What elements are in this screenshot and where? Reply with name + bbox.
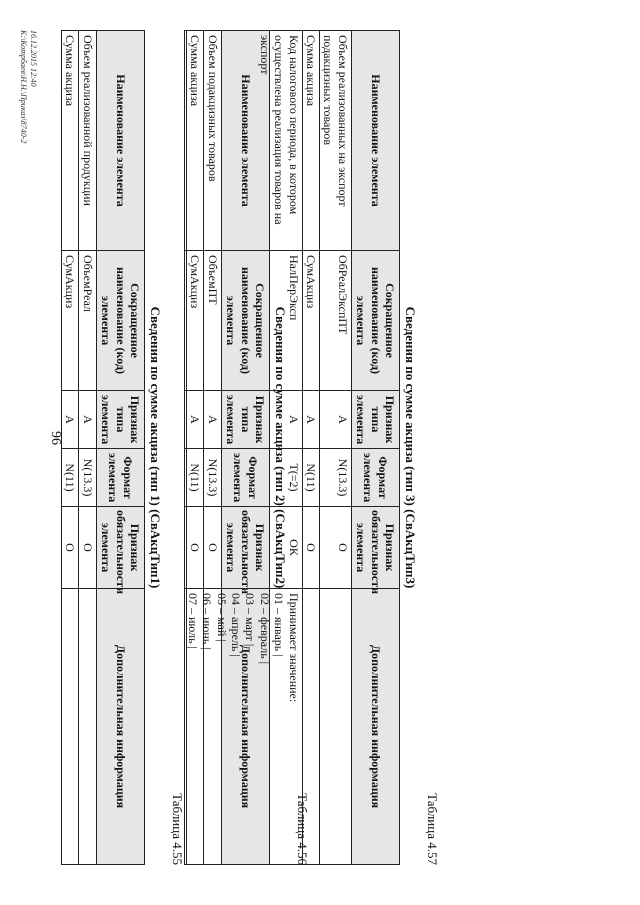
table-title: Сведения по сумме акциза (тип 3) (СвАкцТип3) — [403, 306, 418, 589]
header-cell: Формат элемента — [351, 449, 399, 507]
header-cell: Признак типа элемента — [351, 391, 399, 449]
cell-code: СумАкциз — [62, 251, 79, 391]
cell-type: А — [302, 391, 319, 449]
table-row — [302, 31, 319, 865]
cell-type: А — [320, 391, 352, 449]
cell-required: О — [302, 507, 319, 589]
cell-required: О — [79, 507, 96, 589]
cell-type: А — [79, 391, 96, 449]
period-option: 02 – февраль | — [257, 593, 272, 665]
cell-name: Объем подакцизных товаров — [204, 31, 221, 251]
period-option: 03 – март | — [243, 593, 258, 647]
cell-code: СумАкциз — [302, 251, 319, 391]
cell-format: N(11) — [302, 449, 319, 507]
cell-format: N(13.3) — [79, 449, 96, 507]
table-row — [320, 31, 352, 865]
cell-required: О — [62, 507, 79, 589]
cell-name: Объем реализованных на экспорт подакцизных товаров — [320, 31, 352, 251]
header-cell: Признак обязательности элемента — [96, 507, 144, 589]
table-title: Сведения по сумме акциза (тип 2) (СвАкцТип2) — [273, 306, 288, 589]
cell-code: ОбъемРеал — [79, 251, 96, 391]
cell-code: НалПерЭксп — [184, 251, 302, 391]
header-row — [351, 31, 399, 865]
cell-info — [302, 589, 319, 865]
cell-info — [62, 589, 79, 865]
header-cell: Сокращенное наименование (код) элемента — [221, 251, 269, 391]
file-footer — [18, 30, 38, 143]
footer-date: 16.12.2015 12:40 — [29, 30, 38, 87]
header-cell: Признак типа элемента — [96, 391, 144, 449]
cell-info — [320, 589, 352, 865]
table-number-label: Таблица 4.55 — [170, 793, 185, 865]
period-option: 01 – январь | — [272, 593, 287, 657]
header-cell: Признак типа элемента — [221, 391, 269, 449]
header-cell: Наименование элемента — [96, 31, 144, 251]
header-cell: Формат элемента — [96, 449, 144, 507]
cell-required: О — [204, 507, 221, 589]
cell-format: T(=2) — [184, 449, 302, 507]
header-cell: Наименование элемента — [351, 31, 399, 251]
cell-name: Сумма акциза — [187, 31, 204, 251]
extra-info-intro: Принимает значение: — [286, 593, 301, 703]
page-number: 96 — [48, 431, 63, 445]
cell-info — [79, 589, 96, 865]
table-number-label: Таблица 4.56 — [295, 793, 310, 865]
footer-path: К:\Котрбаев\Н.Н.\Приказ\8740-2 — [19, 30, 28, 144]
cell-required: О — [320, 507, 352, 589]
table-number-label: Таблица 4.57 — [425, 793, 440, 865]
header-cell: Дополнительная информация — [221, 589, 269, 865]
cell-code: ОбРеалЭкспПТ — [320, 251, 352, 391]
header-cell: Сокращенное наименование (код) элемента — [96, 251, 144, 391]
period-option: 06 – июнь | — [200, 593, 215, 650]
header-cell: Наименование элемента — [221, 31, 269, 251]
cell-name: Код налогового периода, в котором осуществлена реализация товаров на экспорт — [184, 31, 302, 251]
cell-name: Сумма акциза — [302, 31, 319, 251]
cell-format: N(11) — [187, 449, 204, 507]
cell-type: А — [187, 391, 204, 449]
table-block-4-57 — [184, 30, 440, 865]
period-option: 04 – апрель | — [229, 593, 244, 657]
table-4-55 — [61, 30, 145, 865]
table-row — [62, 31, 79, 865]
period-option: 05 – май | — [214, 593, 229, 642]
table-row — [79, 31, 96, 865]
cell-format: N(13.3) — [204, 449, 221, 507]
cell-format: N(13.3) — [320, 449, 352, 507]
cell-code: ОбъемПТ — [204, 251, 221, 391]
cell-type: А — [184, 391, 302, 449]
cell-type: А — [62, 391, 79, 449]
header-cell: Дополнительная информация — [96, 589, 144, 865]
header-cell: Формат элемента — [221, 449, 269, 507]
cell-code: СумАкциз — [187, 251, 204, 391]
header-cell: Признак обязательности элемента — [221, 507, 269, 589]
cell-name: Сумма акциза — [62, 31, 79, 251]
cell-info — [184, 589, 302, 865]
period-option: 07 – июль | — [185, 593, 200, 649]
cell-name: Объем реализованной продукции — [79, 31, 96, 251]
header-cell: Признак обязательности элемента — [351, 507, 399, 589]
table-row — [184, 31, 302, 865]
table-4-57 — [184, 30, 400, 865]
header-row — [96, 31, 144, 865]
header-cell: Сокращенное наименование (код) элемента — [351, 251, 399, 391]
header-cell: Дополнительная информация — [351, 589, 399, 865]
cell-required: О — [187, 507, 204, 589]
cell-type: А — [204, 391, 221, 449]
table-block-4-55 — [61, 30, 185, 865]
cell-format: N(11) — [62, 449, 79, 507]
cell-required: ОК — [184, 507, 302, 589]
table-title: Сведения по сумме акциза (тип 1) (СвАкцТип1) — [148, 306, 163, 589]
